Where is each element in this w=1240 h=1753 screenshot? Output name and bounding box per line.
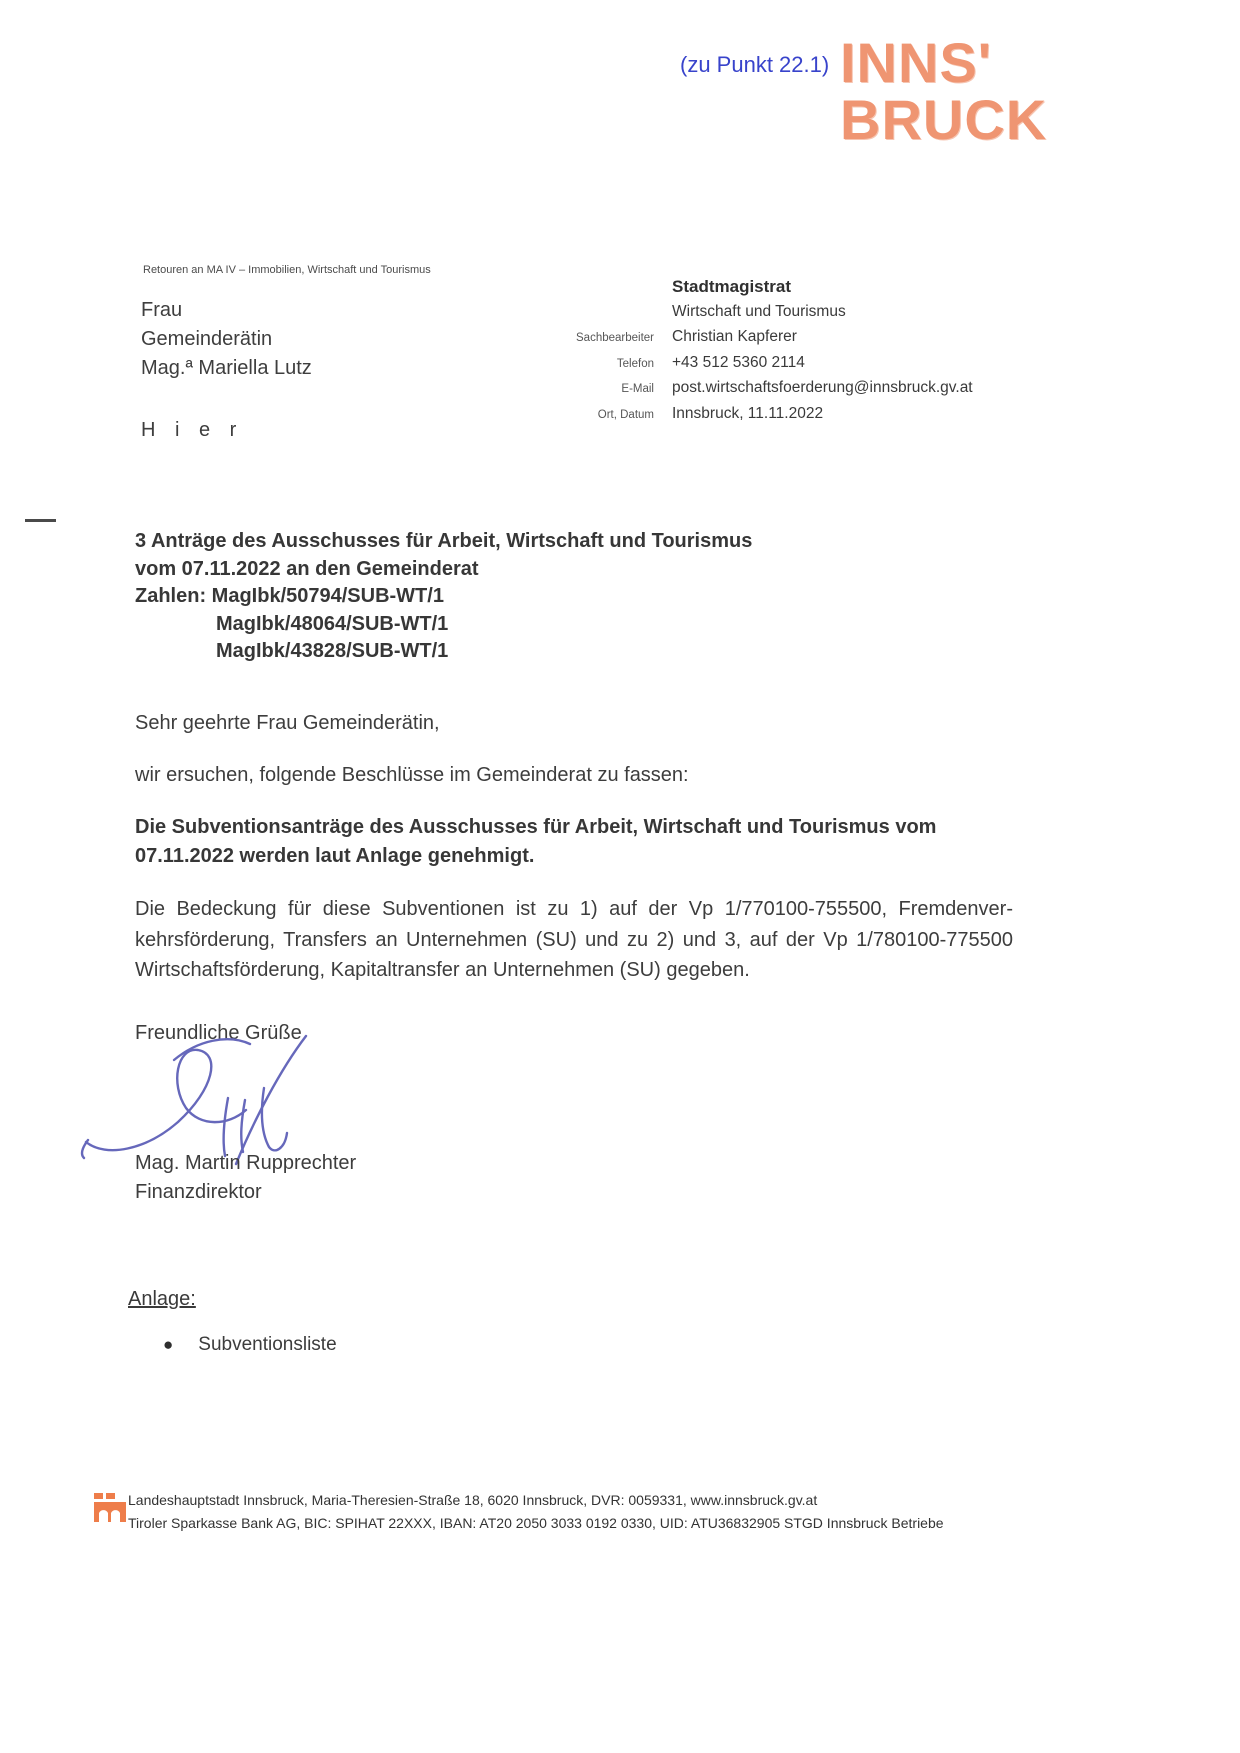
agenda-point-reference: (zu Punkt 22.1) — [680, 52, 830, 77]
file-number-2: MagIbk/48064/SUB-WT/1 — [216, 612, 449, 635]
signer-name: Mag. Martin Rupprechter — [135, 1152, 357, 1174]
coverage-line-1: Die Bedeckung für diese Subventionen ist zu 1) auf der Vp 1/770100-755500, Fremdenver- — [135, 898, 1013, 920]
attachment-item-label: Subventionsliste — [198, 1334, 337, 1355]
decision-line-1: Die Subventionsanträge des Ausschusses für Arbeit, Wirtschaft und Tourismus vom — [135, 816, 937, 838]
intro-sentence: wir ersuchen, folgende Beschlüsse im Gemeinderat zu fassen: — [135, 764, 689, 786]
subject-block — [135, 528, 1035, 666]
place-date-label: Ort, Datum — [597, 408, 654, 421]
caseworker-value: Christian Kapferer — [672, 328, 797, 345]
salutation: Sehr geehrte Frau Gemeinderätin, — [135, 712, 440, 734]
file-number-3: MagIbk/43828/SUB-WT/1 — [216, 640, 449, 662]
innsbruck-bridge-icon — [93, 1492, 127, 1523]
caseworker-label: Sachbearbeiter — [576, 332, 654, 344]
fold-mark — [25, 519, 56, 522]
coverage-line-3: Wirtschaftsförderung, Kapitaltransfer an Unternehmen (SU) gegeben. — [135, 959, 750, 981]
phone-label: Telefon — [616, 357, 654, 370]
innsbruck-logo — [840, 31, 1048, 151]
recipient-name: Mag.ª Mariella Lutz — [141, 357, 312, 379]
footer-block — [128, 1489, 944, 1534]
bullet-icon: ● — [163, 1335, 174, 1354]
sender-org: Stadtmagistrat — [672, 277, 792, 296]
sender-date-row — [508, 405, 1068, 431]
closing-phrase: Freundliche Grüße — [135, 1022, 302, 1044]
subject-line-1: 3 Anträge des Ausschusses für Arbeit, Wirtschaft und Tourismus — [135, 530, 753, 552]
subject-line-2: vom 07.11.2022 an den Gemeinderat — [135, 557, 479, 580]
coverage-paragraph — [135, 894, 1013, 986]
sender-contact-block — [508, 277, 1068, 430]
sender-org-row — [508, 277, 1068, 303]
sender-caseworker-row — [508, 328, 1068, 354]
recipient-role: Gemeinderätin — [141, 328, 273, 350]
decision-paragraph — [135, 813, 1013, 870]
footer-address-line: Landeshauptstadt Innsbruck, Maria-Theresien-Straße 18, 6020 Innsbruck, DVR: 0059331, www.innsbruck.gv.at — [128, 1492, 818, 1508]
recipient-city: H i e r — [141, 419, 244, 441]
phone-value: +43 512 5360 2114 — [672, 353, 805, 371]
decision-line-2: 07.11.2022 werden laut Anlage genehmigt. — [135, 844, 535, 867]
place-date-value: Innsbruck, 11.11.2022 — [672, 404, 824, 422]
logo-line-2: BRUCK — [840, 88, 1048, 151]
sender-department-row — [508, 303, 1068, 329]
attachment-heading: Anlage: — [128, 1288, 196, 1310]
signer-title: Finanzdirektor — [135, 1181, 262, 1203]
coverage-line-2: kehrsförderung, Transfers an Unternehmen (SU) und zu 2) und 3, auf der Vp 1/780100-775500 — [135, 928, 1013, 951]
recipient-salutation: Frau — [141, 299, 183, 321]
file-number-1: Zahlen: MagIbk/50794/SUB-WT/1 — [135, 585, 444, 607]
logo-line-1: INNS' — [840, 31, 993, 94]
recipient-address-block — [141, 296, 312, 383]
email-label: E-Mail — [621, 383, 654, 395]
email-value: post.wirtschaftsfoerderung@innsbruck.gv.at — [672, 379, 973, 396]
attachment-list-item — [163, 1334, 337, 1356]
sender-department: Wirtschaft und Tourismus — [672, 302, 846, 320]
sender-email-row — [508, 379, 1068, 405]
sender-phone-row — [508, 354, 1068, 380]
return-address-note: Retouren an MA IV – Immobilien, Wirtschaft und Tourismus — [143, 264, 431, 276]
footer-bank-line: Tiroler Sparkasse Bank AG, BIC: SPIHAT 22XXX, IBAN: AT20 2050 3033 0192 0330, UID: ATU36832905 STGD Innsbruck Betriebe — [128, 1514, 944, 1531]
